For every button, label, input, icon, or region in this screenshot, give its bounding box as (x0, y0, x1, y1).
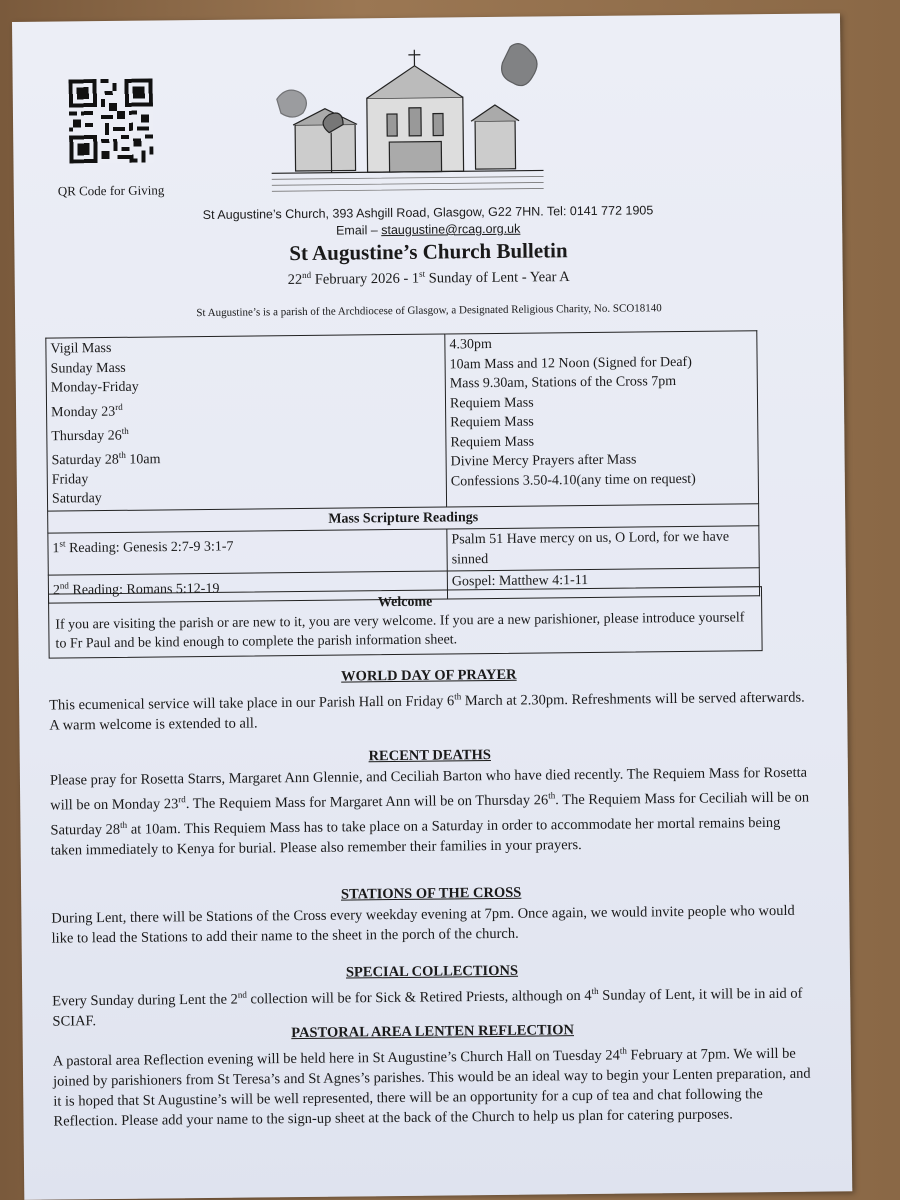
text-part: Please pray for Rosetta Starrs, Margaret Ann Glennie, and Ceciliah Barton who have died recently. The Requiem Mass for Rosetta will be on Monday 23 (49, 764, 808, 814)
mass-times-cell (445, 331, 759, 507)
readings-header: Mass Scripture Readings (48, 504, 759, 534)
section-text: During Lent, there will be Stations of the Cross every weekday evening at 7pm. Once again, we would invite people who would like to lead the Stations to add their name to the sheet in the porch of the church. (51, 902, 795, 947)
section-heading: PASTORAL AREA LENTEN REFLECTION (291, 1022, 575, 1042)
mass-day-suffix: rd (115, 401, 123, 412)
text-part: A pastoral area Reflection evening will be held here in St Augustine’s Church Hall on Tuesday 24 (52, 1047, 620, 1070)
liturgical-year: Sunday of Lent - Year A (425, 269, 570, 287)
text-suffix: th (454, 691, 462, 702)
email-label: Email – (335, 223, 382, 238)
bulletin-page (12, 13, 852, 1200)
charity-statement: St Augustine’s is a parish of the Archdiocese of Glasgow, a Designated Religious Charity, No. SCO18140 (196, 302, 662, 320)
text-part: This ecumenical service will take place in our Parish Hall on Friday 6 (49, 693, 455, 714)
mass-day: Monday-Friday (50, 379, 139, 396)
text-suffix: nd (237, 989, 247, 1000)
psalm: Psalm 51 Have mercy on us, O Lord, for we have sinned (447, 526, 759, 571)
mass-row (46, 331, 759, 511)
mass-time: 4.30pm (449, 336, 492, 353)
sunday-suffix: st (419, 268, 426, 279)
text-part: March at 2.30pm. Refreshments will be served afterwards. A warm welcome is extended to all. (49, 689, 805, 734)
text-suffix: th (120, 819, 128, 830)
section-text (50, 763, 811, 861)
date-day-suffix: nd (302, 269, 312, 280)
gospel: Gospel: Matthew 4:1-11 (447, 568, 759, 598)
mass-time: Mass 9.30am, Stations of the Cross 7pm (449, 374, 677, 392)
text-part: Every Sunday during Lent the 2 (52, 991, 238, 1010)
text-part: at 10am. This Requiem Mass has to take place on a Saturday in order to accommodate her mortal remains being taken immediately to Kenya for burial. Please also remember their families in your prayers. (50, 814, 781, 859)
bulletin-date (15, 264, 843, 291)
welcome-heading: Welcome (377, 594, 433, 611)
reading-text: Reading: Romans 5:12-19 (68, 581, 220, 599)
reading-text: Reading: Genesis 2:7-9 3:1-7 (65, 539, 234, 557)
email-link[interactable]: staugustine@rcag.org.uk (381, 221, 521, 238)
first-reading (48, 529, 447, 575)
qr-caption: QR Code for Giving (57, 182, 165, 199)
mass-day-text: Thursday 26 (51, 428, 122, 444)
mass-day: Saturday (51, 491, 102, 508)
text-suffix: th (619, 1045, 627, 1056)
church-drawing (270, 36, 544, 199)
section-text (53, 1039, 814, 1132)
text-part: collection will be for Sick & Retired Priests, although on 4 (246, 987, 592, 1008)
reading-number: 1 (52, 541, 60, 557)
mass-time: Confessions 3.50-4.10(any time on request) (450, 471, 696, 489)
mass-day-suffix: th (121, 425, 129, 436)
stations-section (51, 880, 812, 949)
section-heading: SPECIAL COLLECTIONS (345, 962, 519, 981)
mass-day-time: 10am (125, 451, 161, 468)
mass-day-text: Monday 23 (51, 404, 116, 420)
section-heading: RECENT DEATHS (368, 747, 491, 765)
text-part: February at 7pm. We will be joined by parishioners from St Teresa’s and St Agnes’s parishes. This would be an ideal way to begin your Lenten preparation, and it is hoped that St Augustine’s will be well represented, there will be an opportunity for a cup of tea and chat following the Reflection. Please add your name to the sign-up sheet at the back of the Church to help us plan for catering purposes. (53, 1045, 811, 1130)
text-part: . The Requiem Mass for Margaret Ann will be on Thursday 26 (185, 792, 549, 813)
reading-suffix: st (59, 538, 66, 549)
text-suffix: th (591, 985, 599, 996)
section-heading: STATIONS OF THE CROSS (340, 884, 522, 903)
section-text (49, 683, 809, 736)
mass-days-cell (46, 334, 447, 511)
recent-deaths-section (50, 742, 811, 861)
mass-time: Divine Mercy Prayers after Mass (450, 452, 637, 470)
welcome-text: If you are visiting the parish or are new to it, you are very welcome. If you are a new parishioner, please introduce yourself to Fr Paul and be kind enough to complete the parish information sheet. (55, 610, 745, 652)
text-suffix: th (548, 790, 556, 801)
reading-suffix: nd (59, 580, 69, 591)
readings-row (48, 526, 759, 575)
church-address: St Augustine’s Church, 393 Ashgill Road, Glasgow, G22 7HN. Tel: 0141 772 1905 (202, 203, 654, 223)
section-heading: WORLD DAY OF PRAYER (341, 666, 517, 685)
mass-day-suffix: th (118, 449, 126, 460)
mass-day: Vigil Mass (50, 340, 112, 357)
text-suffix: rd (178, 794, 186, 805)
mass-time: Requiem Mass (450, 434, 535, 450)
mass-time: Requiem Mass (450, 414, 534, 431)
mass-day: Sunday Mass (50, 360, 126, 377)
mass-time: Requiem Mass (449, 395, 534, 411)
mass-day: Friday (51, 472, 89, 488)
mass-time: 10am Mass and 12 Noon (Signed for Deaf) (449, 354, 692, 372)
date-day: 22 (287, 271, 303, 288)
date-text: February 2026 - 1 (311, 270, 420, 288)
mass-times-table (45, 330, 760, 603)
qr-code-icon[interactable] (69, 79, 154, 164)
pastoral-section (53, 1018, 814, 1132)
mass-day-text: Saturday 28 (51, 452, 119, 469)
page-title: St Augustine’s Church Bulletin (289, 238, 568, 266)
text-part: . The Requiem Mass for Ceciliah will be on Saturday 28 (50, 789, 810, 839)
world-day-section (49, 662, 810, 736)
text-part: Sunday of Lent, it will be in aid of SCIAF. (52, 985, 803, 1030)
reading-number: 2 (52, 583, 61, 599)
welcome-box (48, 583, 763, 658)
